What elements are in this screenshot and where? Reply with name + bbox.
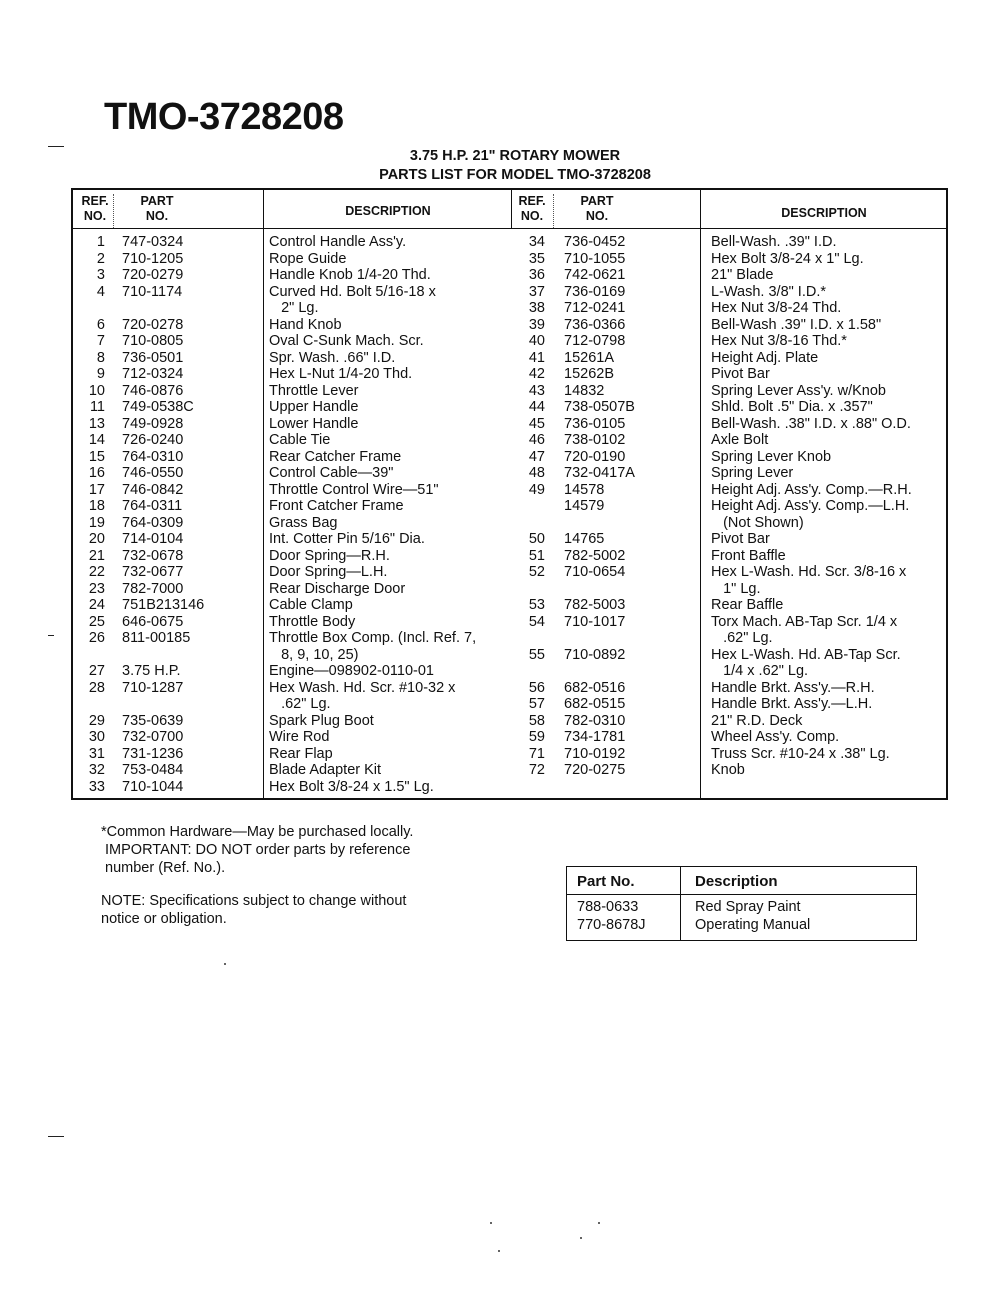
left-part-no: 764-0311 <box>122 498 183 514</box>
left-ref-no: 29 <box>88 712 105 729</box>
header-divider <box>73 228 946 229</box>
left-part-no: 720-0279 <box>122 267 184 283</box>
right-part-no: 736-0169 <box>564 283 626 300</box>
right-description: Axle Bolt <box>711 432 769 448</box>
right-ref-no: 46 <box>528 432 545 448</box>
right-description: Torx Mach. AB-Tap Scr. 1/4 x <box>711 613 898 630</box>
extra-part-no: 788-0633 <box>577 899 639 915</box>
left-description: Hex Wash. Hd. Scr. #10-32 x <box>269 679 456 696</box>
right-part-no: 738-0507B <box>564 399 635 415</box>
right-ref-no: 41 <box>528 349 545 366</box>
right-description: Rear Baffle <box>711 597 784 613</box>
right-part-no: 712-0241 <box>564 300 626 316</box>
right-ref-no: 35 <box>528 250 545 267</box>
common-hardware-footnote: *Common Hardware—May be purchased locally. IMPORTANT: DO NOT order parts by reference number (Ref. No.). <box>101 824 414 876</box>
right-ref-no: 58 <box>528 712 545 729</box>
left-ref-no <box>73 647 105 664</box>
header-description-left: DESCRIPTION <box>345 204 431 218</box>
right-ref-no: 40 <box>528 333 545 349</box>
right-part-no: 15261A <box>564 349 614 366</box>
right-ref-no: 38 <box>528 300 545 316</box>
left-description: Lower Handle <box>269 415 359 432</box>
right-part-no: 710-0654 <box>564 564 626 580</box>
right-part-no: 736-0452 <box>564 234 626 250</box>
left-ref-no: 30 <box>88 729 105 745</box>
left-ref-no: 17 <box>88 481 105 498</box>
right-ref-no: 53 <box>528 597 545 613</box>
left-part-no: 710-1205 <box>122 250 184 267</box>
left-desc-column <box>269 234 509 795</box>
left-description: 8, 9, 10, 25) <box>269 646 359 663</box>
left-ref-no: 32 <box>88 762 105 778</box>
right-ref-no: 52 <box>528 564 545 580</box>
scan-speck <box>580 1237 582 1239</box>
right-ref-no: 50 <box>528 531 545 547</box>
left-description: Spr. Wash. .66" I.D. <box>269 349 396 366</box>
header-ref-no-left: REF. NO. <box>81 194 109 223</box>
right-description: Front Baffle <box>711 547 786 564</box>
left-description: Control Cable—39" <box>269 465 394 481</box>
margin-mark <box>48 1136 64 1137</box>
left-description: Wire Rod <box>269 729 330 745</box>
scan-speck <box>224 963 226 965</box>
left-description: Cable Clamp <box>269 597 353 613</box>
right-description: Hex Nut 3/8-16 Thd.* <box>711 333 847 349</box>
left-ref-no: 27 <box>88 663 105 679</box>
parts-table <box>71 188 948 800</box>
right-description: Hex Bolt 3/8-24 x 1" Lg. <box>711 250 864 267</box>
left-ref-no <box>73 696 105 713</box>
left-description: Hex L-Nut 1/4-20 Thd. <box>269 366 413 382</box>
right-ref-no: 49 <box>528 481 545 498</box>
column-divider-dotted <box>113 194 114 228</box>
right-part-no: 734-1781 <box>564 729 626 745</box>
left-ref-no: 33 <box>88 778 105 795</box>
right-part-no: 782-0310 <box>564 712 626 729</box>
right-description: Bell-Wash. .39" I.D. <box>711 234 837 250</box>
right-description: Truss Scr. #10-24 x .38" Lg. <box>711 745 890 762</box>
left-part-no: 646-0675 <box>122 613 184 630</box>
left-description: Front Catcher Frame <box>269 498 404 514</box>
right-description: Shld. Bolt .5" Dia. x .357" <box>711 399 873 415</box>
right-part-no: 738-0102 <box>564 432 626 448</box>
right-part-no: 736-0366 <box>564 316 626 333</box>
right-ref-no: 54 <box>528 613 545 630</box>
left-ref-no: 19 <box>88 514 105 531</box>
right-part-no: 742-0621 <box>564 267 626 283</box>
right-part-no: 782-5002 <box>564 547 626 564</box>
left-part-no: 710-0805 <box>122 333 184 349</box>
left-ref-no: 23 <box>88 580 105 597</box>
extra-part-no: 770-8678J <box>577 917 646 933</box>
column-divider <box>511 190 512 228</box>
left-description: Blade Adapter Kit <box>269 762 382 778</box>
right-part-no: 14579 <box>564 498 605 514</box>
extra-description: Red Spray Paint <box>695 899 801 915</box>
margin-mark <box>48 146 64 147</box>
left-ref-no <box>73 300 105 317</box>
right-part-no: 736-0105 <box>564 415 626 432</box>
left-ref-no: 3 <box>96 267 105 283</box>
left-description: Rope Guide <box>269 250 347 267</box>
left-part-no: 714-0104 <box>122 531 184 547</box>
right-part-no <box>564 581 698 598</box>
left-description: Throttle Box Comp. (Incl. Ref. 7, <box>269 630 477 646</box>
left-part-no: 764-0310 <box>122 448 184 465</box>
right-description: Height Adj. Ass'y. Comp.—L.H. <box>711 498 910 514</box>
left-ref-no: 24 <box>88 597 105 613</box>
right-ref-no: 42 <box>528 366 545 382</box>
left-description: Throttle Lever <box>269 382 359 399</box>
left-part-no: 753-0484 <box>122 762 184 778</box>
left-part-no: 731-1236 <box>122 745 184 762</box>
column-divider <box>700 190 701 798</box>
right-part-no: 712-0798 <box>564 333 626 349</box>
left-part-no: 749-0928 <box>122 415 184 432</box>
right-ref-no <box>513 663 545 680</box>
left-description: Upper Handle <box>269 399 359 415</box>
left-part-no: 712-0324 <box>122 366 184 382</box>
right-ref-no <box>513 515 545 532</box>
left-part-no: 710-1174 <box>122 283 183 300</box>
right-ref-no: 36 <box>528 267 545 283</box>
right-ref-no: 59 <box>528 729 545 745</box>
margin-mark <box>48 635 54 636</box>
column-divider-dotted <box>553 194 554 228</box>
scan-speck <box>598 1222 600 1224</box>
right-part-no: 14832 <box>564 382 605 399</box>
left-ref-no: 20 <box>88 531 105 547</box>
left-ref-no: 31 <box>88 745 105 762</box>
right-description: 1/4 x .62" Lg. <box>711 663 809 679</box>
right-part-no: 720-0190 <box>564 448 626 465</box>
extra-description: Operating Manual <box>695 917 811 933</box>
left-description: Hex Bolt 3/8-24 x 1.5" Lg. <box>269 778 434 795</box>
right-part-no: 710-1055 <box>564 250 626 267</box>
right-part-no: 15262B <box>564 366 614 382</box>
model-title: TMO-3728208 <box>104 96 344 138</box>
extra-part-column <box>577 898 646 934</box>
left-description: 2" Lg. <box>269 300 319 316</box>
right-ref-no: 39 <box>528 316 545 333</box>
left-description: .62" Lg. <box>269 696 331 712</box>
left-ref-no: 1 <box>96 234 105 250</box>
extra-header-divider <box>567 894 916 895</box>
column-divider <box>263 190 264 798</box>
left-part-no: 746-0876 <box>122 382 184 399</box>
left-ref-no: 9 <box>96 366 105 382</box>
left-ref-no: 4 <box>96 283 105 300</box>
right-ref-no: 45 <box>528 415 545 432</box>
right-description: Knob <box>711 762 745 778</box>
left-ref-no: 28 <box>88 679 105 696</box>
left-ref-no: 16 <box>88 465 105 481</box>
left-ref-no: 13 <box>88 415 105 432</box>
right-description: Wheel Ass'y. Comp. <box>711 729 840 745</box>
right-ref-no: 48 <box>528 465 545 481</box>
left-ref-no: 7 <box>96 333 105 349</box>
scan-speck <box>490 1222 492 1224</box>
left-part-no: 732-0700 <box>122 729 184 745</box>
left-description: Rear Flap <box>269 745 333 762</box>
right-description: 21" R.D. Deck <box>711 712 803 729</box>
left-part-no: 732-0677 <box>122 564 184 580</box>
right-ref-no <box>513 498 545 515</box>
left-ref-no: 11 <box>89 399 105 415</box>
left-description: Engine—098902-0110-01 <box>269 663 435 679</box>
left-description: Throttle Control Wire—51" <box>269 481 439 498</box>
right-ref-no: 55 <box>528 646 545 663</box>
right-description: L-Wash. 3/8" I.D.* <box>711 283 827 300</box>
scan-speck <box>498 1250 500 1252</box>
subtitle-line-1: 3.75 H.P. 21" ROTARY MOWER <box>409 148 621 164</box>
right-part-no <box>564 515 698 532</box>
right-description: Height Adj. Plate <box>711 349 819 366</box>
left-part-no: 3.75 H.P. <box>122 663 181 679</box>
extra-header-description: Description <box>695 873 778 890</box>
left-description: Spark Plug Boot <box>269 712 374 729</box>
right-ref-column <box>513 234 545 779</box>
left-part-no: 726-0240 <box>122 432 184 448</box>
left-part-no: 746-0842 <box>122 481 184 498</box>
left-ref-no: 21 <box>88 547 105 564</box>
right-ref-no: 34 <box>528 234 545 250</box>
left-part-no: 710-1044 <box>122 778 184 795</box>
right-description: 1" Lg. <box>711 580 761 597</box>
right-part-no: 14765 <box>564 531 605 547</box>
left-description: Curved Hd. Bolt 5/16-18 x <box>269 283 436 300</box>
right-ref-no: 43 <box>528 382 545 399</box>
left-description: Rear Discharge Door <box>269 580 406 597</box>
left-description: Cable Tie <box>269 432 331 448</box>
right-part-no: 710-0892 <box>564 646 626 663</box>
right-part-column <box>564 234 698 779</box>
right-description: Handle Brkt. Ass'y.—R.H. <box>711 679 875 696</box>
left-ref-no: 10 <box>88 382 105 399</box>
right-description: Hex L-Wash. Hd. Scr. 3/8-16 x <box>711 564 907 580</box>
header-part-no-right: PART NO. <box>580 194 614 223</box>
right-ref-no: 57 <box>528 696 545 712</box>
right-ref-no: 72 <box>528 762 545 778</box>
left-part-no: 747-0324 <box>122 234 184 250</box>
right-description: Handle Brkt. Ass'y.—L.H. <box>711 696 873 712</box>
left-ref-column <box>73 234 105 795</box>
right-part-no: 720-0275 <box>564 762 626 778</box>
right-description: Bell-Wash .39" I.D. x 1.58" <box>711 316 882 333</box>
left-ref-no: 6 <box>96 316 105 333</box>
right-description: Spring Lever <box>711 465 794 481</box>
left-part-no: 764-0309 <box>122 514 184 531</box>
left-part-no <box>122 647 262 664</box>
left-description: Grass Bag <box>269 514 338 531</box>
right-ref-no <box>513 630 545 647</box>
left-ref-no: 26 <box>88 630 105 646</box>
right-part-no: 682-0515 <box>564 696 626 712</box>
left-part-no: 735-0639 <box>122 712 184 729</box>
extra-desc-column <box>695 898 810 934</box>
right-part-no: 682-0516 <box>564 679 626 696</box>
left-ref-no: 22 <box>88 564 105 580</box>
left-ref-no: 14 <box>88 432 105 448</box>
right-description: Spring Lever Knob <box>711 448 832 465</box>
left-part-no: 732-0678 <box>122 547 184 564</box>
right-ref-no: 37 <box>528 283 545 300</box>
left-part-no: 749-0538C <box>122 399 194 415</box>
left-part-no <box>122 300 262 317</box>
left-part-no: 746-0550 <box>122 465 184 481</box>
left-ref-no: 25 <box>88 613 105 630</box>
left-ref-no: 8 <box>96 349 105 366</box>
left-description: Hand Knob <box>269 316 342 333</box>
right-part-no: 710-0192 <box>564 745 626 762</box>
right-ref-no <box>513 581 545 598</box>
header-description-right: DESCRIPTION <box>781 206 867 220</box>
left-ref-no: 18 <box>88 498 105 514</box>
left-part-no: 751B213146 <box>122 597 205 613</box>
right-part-no: 732-0417A <box>564 465 635 481</box>
right-part-no <box>564 630 698 647</box>
right-part-no: 14578 <box>564 481 605 498</box>
left-description: Door Spring—R.H. <box>269 547 390 564</box>
right-desc-column <box>711 234 949 779</box>
right-description: Height Adj. Ass'y. Comp.—R.H. <box>711 481 912 498</box>
right-ref-no: 51 <box>528 547 545 564</box>
left-part-no: 811-00185 <box>122 630 191 646</box>
right-ref-no: 71 <box>528 745 545 762</box>
left-part-column <box>122 234 262 795</box>
right-description: Spring Lever Ass'y. w/Knob <box>711 382 886 399</box>
right-description: Pivot Bar <box>711 366 770 382</box>
left-description: Door Spring—L.H. <box>269 564 388 580</box>
specifications-note: NOTE: Specifications subject to change without notice or obligation. <box>101 893 407 927</box>
left-part-no: 720-0278 <box>122 316 184 333</box>
extra-column-divider <box>680 867 681 940</box>
left-description: Control Handle Ass'y. <box>269 234 407 250</box>
right-description: Pivot Bar <box>711 531 770 547</box>
right-part-no <box>564 663 698 680</box>
left-part-no <box>122 696 262 713</box>
right-description: (Not Shown) <box>711 514 804 531</box>
header-part-no-left: PART NO. <box>140 194 174 223</box>
right-part-no: 782-5003 <box>564 597 626 613</box>
left-description: Rear Catcher Frame <box>269 448 402 465</box>
right-description: .62" Lg. <box>711 630 773 646</box>
right-ref-no: 44 <box>528 399 545 415</box>
right-part-no: 710-1017 <box>564 613 626 630</box>
right-description: Bell-Wash. .38" I.D. x .88" O.D. <box>711 415 911 432</box>
right-description: 21" Blade <box>711 267 774 283</box>
left-ref-no: 2 <box>96 250 105 267</box>
right-ref-no: 56 <box>528 679 545 696</box>
right-description: Hex Nut 3/8-24 Thd. <box>711 300 842 316</box>
left-ref-no: 15 <box>88 448 105 465</box>
subtitle-line-2: PARTS LIST FOR MODEL TMO-3728208 <box>379 167 651 183</box>
extra-parts-table <box>566 866 917 941</box>
left-description: Oval C-Sunk Mach. Scr. <box>269 333 424 349</box>
left-description: Int. Cotter Pin 5/16" Dia. <box>269 531 425 547</box>
left-description: Handle Knob 1/4-20 Thd. <box>269 267 431 283</box>
right-description: Hex L-Wash. Hd. AB-Tap Scr. <box>711 646 901 663</box>
left-part-no: 782-7000 <box>122 580 184 597</box>
left-description: Throttle Body <box>269 613 356 630</box>
left-part-no: 710-1287 <box>122 679 184 696</box>
right-ref-no: 47 <box>528 448 545 465</box>
header-ref-no-right: REF. NO. <box>518 194 546 223</box>
extra-header-part-no: Part No. <box>577 873 635 890</box>
left-part-no: 736-0501 <box>122 349 184 366</box>
